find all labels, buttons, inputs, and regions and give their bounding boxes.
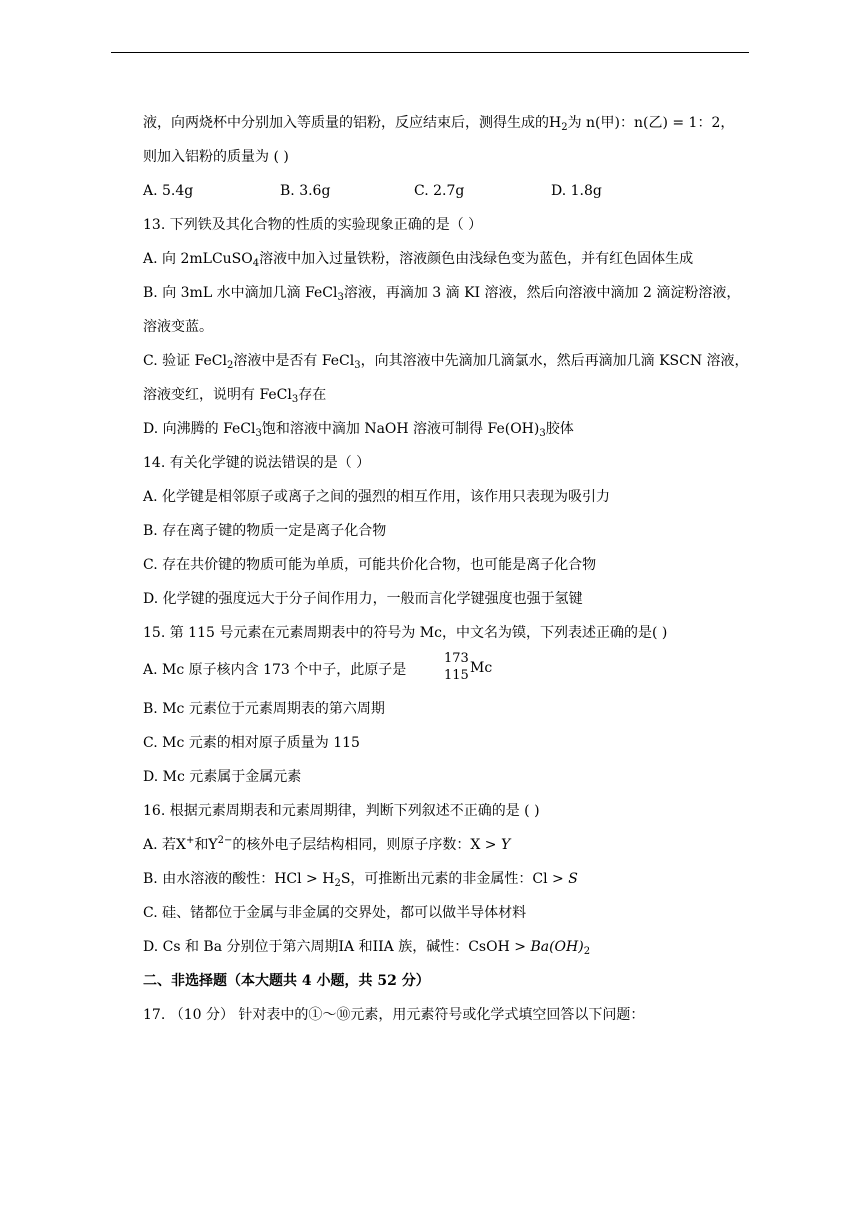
header-rule	[111, 52, 749, 53]
q16-option-a: A. 若X+和$Y^{2-}$的核外电子层结构相同，则原子序数：X > Y	[143, 835, 511, 853]
isotope-notation	[444, 651, 494, 687]
q14-stem: 14. 有关化学键的说法错误的是（ ）	[143, 455, 371, 471]
q13-option-b-cont: 溶液变蓝。	[143, 319, 213, 335]
q13-option-b: B. 向 3mL 水中滴加几滴 FeCl$_3$溶液，再滴加 3 滴 KI 溶液，然后向溶液中滴加 2 滴淀粉溶液，	[143, 285, 741, 303]
q12-option-a: A. 5.4g	[143, 183, 194, 199]
q13-option-a: A. 向 2mLCuSO$_4$溶液中加入过量铁粉，溶液颜色由浅绿色变为蓝色，并有红色固体生成	[143, 251, 694, 269]
q15-option-b: B. Mc 元素位于元素周期表的第六周期	[143, 701, 385, 717]
q14-option-d: D. 化学键的强度远大于分子间作用力，一般而言化学键强度也强于氢键	[143, 591, 583, 607]
q12-option-b: B. 3.6g	[280, 183, 331, 199]
q16-option-d: D. Cs 和 Ba 分别位于第六周期IA 和IIA 族，碱性：CsOH > $Ba(OH)_2$	[143, 939, 591, 957]
mass-number: 173	[444, 651, 469, 666]
q13-option-c-cont: 溶液变红，说明有 FeCl$_3$存在	[143, 387, 327, 405]
q15-option-a: A. Mc 原子核内含 173 个中子，此原子是	[143, 662, 407, 678]
atomic-number: 115	[444, 668, 469, 683]
section-heading: 二、非选择题（本大题共 4 小题，共 52 分）	[143, 973, 430, 989]
q12-option-c: C. 2.7g	[414, 183, 465, 199]
q14-option-a: A. 化学键是相邻原子或离子之间的强烈的相互作用，该作用只表现为吸引力	[143, 489, 611, 505]
q12-line1: 液，向两烧杯中分别加入等质量的铝粉，反应结束后，测得生成的$H_2$为 n(甲)：n(乙) = 1：2，	[143, 115, 735, 133]
q16-option-c: C. 硅、锗都位于金属与非金属的交界处，都可以做半导体材料	[143, 905, 527, 921]
q15-option-c: C. Mc 元素的相对原子质量为 115	[143, 735, 360, 751]
q13-option-c: C. 验证 FeCl$_2$溶液中是否有 FeCl$_3$，向其溶液中先滴加几滴氯水，然后再滴加几滴 KSCN 溶液，	[143, 353, 749, 371]
q16-stem: 16. 根据元素周期表和元素周期律，判断下列叙述不正确的是 ( )	[143, 803, 540, 819]
q15-stem: 15. 第 115 号元素在元素周期表中的符号为 Mc，中文名为镆，下列表述正确的是( )	[143, 625, 668, 641]
q17-stem: 17. （10 分） 针对表中的①～⑩元素，用元素符号或化学式填空回答以下问题：	[143, 1007, 645, 1023]
q15-option-d: D. Mc 元素属于金属元素	[143, 769, 302, 785]
q13-option-d: D. 向沸腾的 FeCl$_3$饱和溶液中滴加 NaOH 溶液可制得 $Fe(OH)_3$胶体	[143, 421, 574, 439]
q14-option-c: C. 存在共价键的物质可能为单质，可能共价化合物，也可能是离子化合物	[143, 557, 597, 573]
q12-option-d: D. 1.8g	[551, 183, 602, 199]
q13-stem: 13. 下列铁及其化合物的性质的实验现象正确的是（ ）	[143, 217, 483, 233]
q12-line2: 则加入铝粉的质量为 ( )	[143, 149, 289, 165]
q14-option-b: B. 存在离子键的物质一定是离子化合物	[143, 523, 387, 539]
element-symbol: Mc	[470, 660, 493, 676]
q16-option-b: B. 由水溶液的酸性：HCl > $H_2S$，可推断出元素的非金属性：Cl > S	[143, 871, 578, 889]
